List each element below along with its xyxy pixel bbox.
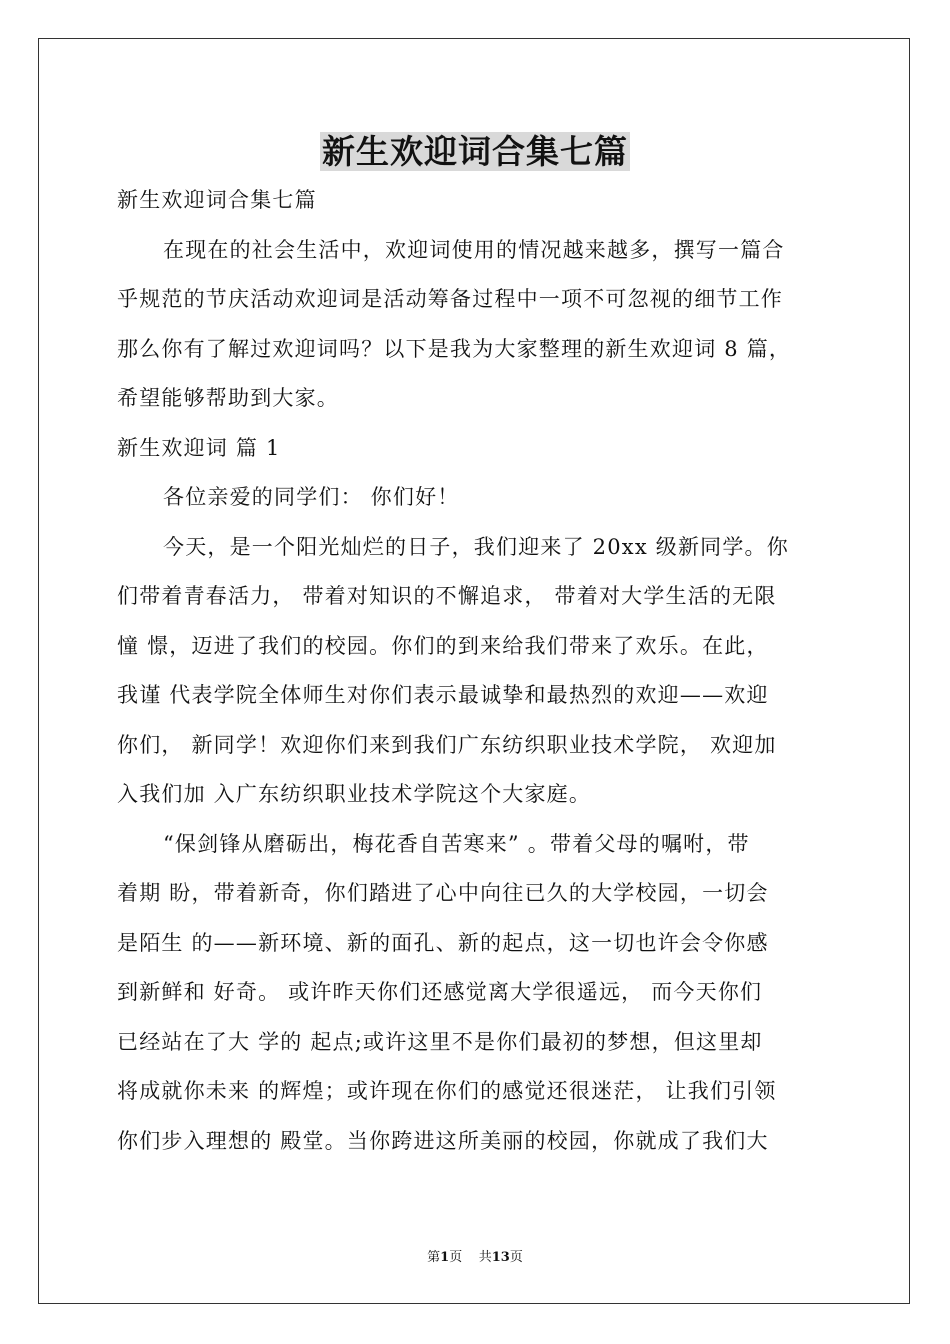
paragraph-line: 们带着青春活力， 带着对知识的不懈追求， 带着对大学生活的无限 (117, 584, 777, 608)
total-prefix: 共 (478, 1250, 492, 1265)
document-body (117, 176, 833, 1166)
paragraph-line: 我谨 代表学院全体师生对你们表示最诚挚和最热烈的欢迎——欢迎 (117, 683, 769, 707)
total-pages: 13 (491, 1250, 510, 1265)
paragraph-line: 乎规范的节庆活动欢迎词是活动筹备过程中一项不可忽视的细节工作 (117, 287, 783, 311)
page-prefix: 第 (427, 1250, 441, 1265)
paragraph-line: 你们， 新同学！欢迎你们来到我们广东纺织职业技术学院， 欢迎加 (117, 732, 777, 757)
paragraph-line: 入我们加 入广东纺织职业技术学院这个大家庭。 (117, 782, 592, 806)
greeting-line: 各位亲爱的同学们： 你们好！ (163, 485, 460, 509)
paragraph-line: 憧 憬，迈进了我们的校园。你们的到来给我们带来了欢乐。在此， (117, 633, 769, 658)
paragraph-line: 希望能够帮助到大家。 (117, 386, 339, 410)
paragraph-line: 今天，是一个阳光灿烂的日子，我们迎来了 20xx 级新同学。你 (163, 534, 789, 559)
section-heading: 新生欢迎词 篇 1 (117, 435, 281, 460)
paragraph-line: “保剑锋从磨砺出，梅花香自苦寒来” 。带着父母的嘱咐，带 (163, 831, 750, 856)
page-number: 1 (440, 1250, 450, 1265)
total-suffix: 页 (509, 1250, 523, 1265)
paragraph-line: 到新鲜和 好奇。 或许昨天你们还感觉离大学很遥远， 而今天你们 (117, 980, 763, 1004)
page-footer (0, 1246, 950, 1265)
paragraph-line: 已经站在了大 学的 起点;或许这里不是你们最初的梦想，但这里却 (117, 1029, 763, 1054)
paragraph-line: 是陌生 的——新环境、新的面孔、新的起点，这一切也许会令你感 (117, 930, 769, 955)
paragraph-line: 在现在的社会生活中，欢迎词使用的情况越来越多，撰写一篇合 (163, 237, 785, 262)
subtitle-line: 新生欢迎词合集七篇 (117, 188, 317, 212)
paragraph-line: 将成就你未来 的辉煌；或许现在你们的感觉还很迷茫， 让我们引领 (117, 1079, 777, 1103)
page-suffix: 页 (449, 1250, 463, 1265)
document-title-text: 新生欢迎词合集七篇 (322, 132, 628, 171)
paragraph-line: 你们步入理想的 殿堂。当你跨进这所美丽的校园，你就成了我们大 (117, 1128, 769, 1153)
document-title (0, 126, 950, 173)
paragraph-line: 着期 盼，带着新奇，你们踏进了心中向往已久的大学校园，一切会 (117, 881, 769, 905)
paragraph-line: 那么你有了解过欢迎词吗？以下是我为大家整理的新生欢迎词 8 篇， (117, 336, 792, 361)
